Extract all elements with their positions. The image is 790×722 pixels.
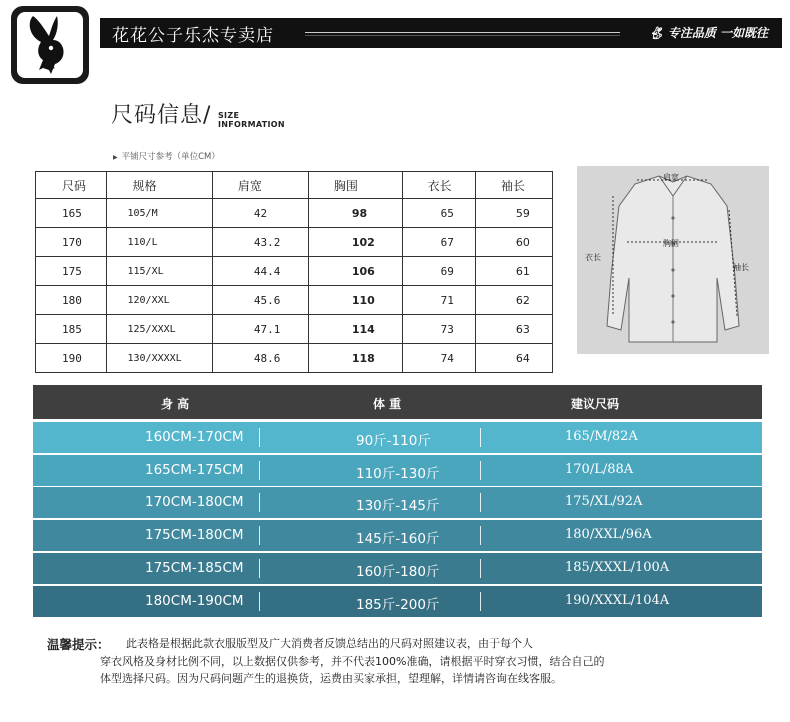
header-cell: 肩宽 [212,172,308,199]
recommend-row [33,422,762,453]
shirt-label-length: 衣长 [585,253,601,262]
table-cell: 62 [475,286,552,315]
recommend-cell-size: 175/XL/92A [565,494,643,509]
recommend-cell-height: 160CM-170CM [145,429,244,445]
recommend-row [33,553,762,584]
bunny-logo-icon [17,12,83,78]
header-cell: 衣长 [402,172,475,199]
column-divider [259,461,260,480]
recommend-cell-weight: 110斤-130斤 [356,466,440,482]
table-cell: 180 [36,286,107,315]
triangle-bullet-icon: ▶ [113,154,118,161]
recommend-row [33,455,762,486]
recommend-cell-weight: 90斤-110斤 [356,433,431,449]
recommend-cell-size: 185/XXXL/100A [565,560,670,575]
table-cell: 60 [475,228,552,257]
store-name: 花花公子乐杰专卖店 [112,26,274,46]
column-divider [259,526,260,545]
table-cell: 110 [308,286,402,315]
recommend-row [33,586,762,617]
recommend-cell-weight: 160斤-180斤 [356,564,440,580]
table-cell: 120/XXL [107,286,212,315]
table-cell: 63 [475,315,552,344]
tip-line: 此表格是根据此款衣服版型及广大消费者反馈总结出的尺码对照建议表，由于每个人 [126,637,533,650]
table-row [36,199,553,228]
table-cell: 185 [36,315,107,344]
recommend-cell-height: 180CM-190CM [145,593,244,609]
recommend-row [33,520,762,551]
header-cell: 袖长 [475,172,552,199]
tip-line: 体型选择尺码。因为尺码问题产生的退换货，运费由买家承担，望理解，详情请咨询在线客服。 [100,672,562,685]
slogan-text: 专注品质 一如既往 [667,26,768,40]
table-cell: 175 [36,257,107,286]
header-cell: 建议尺码 [571,397,620,411]
table-cell: 61 [475,257,552,286]
column-divider [480,428,481,447]
recommend-cell-size: 180/XXL/96A [565,527,652,542]
table-cell: 65 [402,199,475,228]
shirt-label-shoulder: 肩宽 [663,173,679,182]
table-cell: 125/XXXL [107,315,212,344]
recommend-cell-size: 170/L/88A [565,462,634,477]
column-divider [480,461,481,480]
unit-note-text: 平铺尺寸参考（单位CM） [121,152,220,162]
column-divider [480,493,481,512]
brand-logo [11,6,89,84]
column-divider [480,559,481,578]
column-divider [259,592,260,611]
recommend-cell-weight: 185斤-200斤 [356,597,440,613]
table-cell: 190 [36,344,107,373]
header-divider [305,32,620,33]
size-table-header [36,172,553,199]
recommend-cell-height: 175CM-185CM [145,560,244,576]
table-cell: 130/XXXXL [107,344,212,373]
recommend-cell-size: 165/M/82A [565,429,638,444]
table-row [36,286,553,315]
table-cell: 48.6 [212,344,308,373]
table-cell: 114 [308,315,402,344]
recommend-table-header [33,385,762,419]
table-row [36,344,553,373]
header-cell: 尺码 [36,172,107,199]
header-cell: 体 重 [373,397,402,411]
column-divider [480,592,481,611]
table-cell: 118 [308,344,402,373]
table-row [36,228,553,257]
table-cell: 73 [402,315,475,344]
header-cell: 规格 [107,172,212,199]
table-cell: 98 [308,199,402,228]
recommend-row [33,487,762,518]
tip-text [100,635,766,688]
subtitle-line2: INFORMATION [218,120,285,129]
unit-note [113,150,220,162]
tip-label: 温馨提示： [47,637,110,652]
table-cell: 74 [402,344,475,373]
table-cell: 47.1 [212,315,308,344]
slogan [649,24,768,41]
bunny-mini-icon: 🐇︎ [648,26,664,40]
header-bar [100,18,782,48]
table-cell: 110/L [107,228,212,257]
column-divider [259,559,260,578]
recommend-cell-size: 190/XXXL/104A [565,593,670,608]
section-title: 尺码信息/ [111,103,212,128]
table-cell: 71 [402,286,475,315]
column-divider [259,493,260,512]
table-cell: 42 [212,199,308,228]
table-cell: 67 [402,228,475,257]
table-cell: 170 [36,228,107,257]
recommend-cell-height: 170CM-180CM [145,494,244,510]
recommend-cell-weight: 145斤-160斤 [356,531,440,547]
table-cell: 102 [308,228,402,257]
table-cell: 45.6 [212,286,308,315]
recommend-cell-weight: 130斤-145斤 [356,498,440,514]
table-cell: 105/M [107,199,212,228]
table-row [36,315,553,344]
shirt-measurement-figure [577,166,769,354]
table-cell: 106 [308,257,402,286]
table-cell: 59 [475,199,552,228]
table-row [36,257,553,286]
header-cell: 胸围 [308,172,402,199]
subtitle-line1: SIZE [218,111,240,120]
recommend-cell-height: 165CM-175CM [145,462,244,478]
table-cell: 69 [402,257,475,286]
table-cell: 115/XL [107,257,212,286]
table-cell: 43.2 [212,228,308,257]
header-cell: 身 高 [161,397,190,411]
shirt-icon [577,166,769,354]
column-divider [259,428,260,447]
table-cell: 44.4 [212,257,308,286]
header-divider [305,35,620,36]
column-divider [480,526,481,545]
section-subtitle [218,111,285,129]
size-table [35,171,553,373]
recommend-cell-height: 175CM-180CM [145,527,244,543]
shirt-label-chest: 胸围 [663,239,679,248]
shirt-label-sleeve: 袖长 [733,263,749,272]
table-cell: 64 [475,344,552,373]
tip-line: 穿衣风格及身材比例不同，以上数据仅供参考，并不代表100%准确，请根据平时穿衣习惯，结合自己的 [100,654,605,668]
recommend-table [33,385,762,613]
table-cell: 165 [36,199,107,228]
